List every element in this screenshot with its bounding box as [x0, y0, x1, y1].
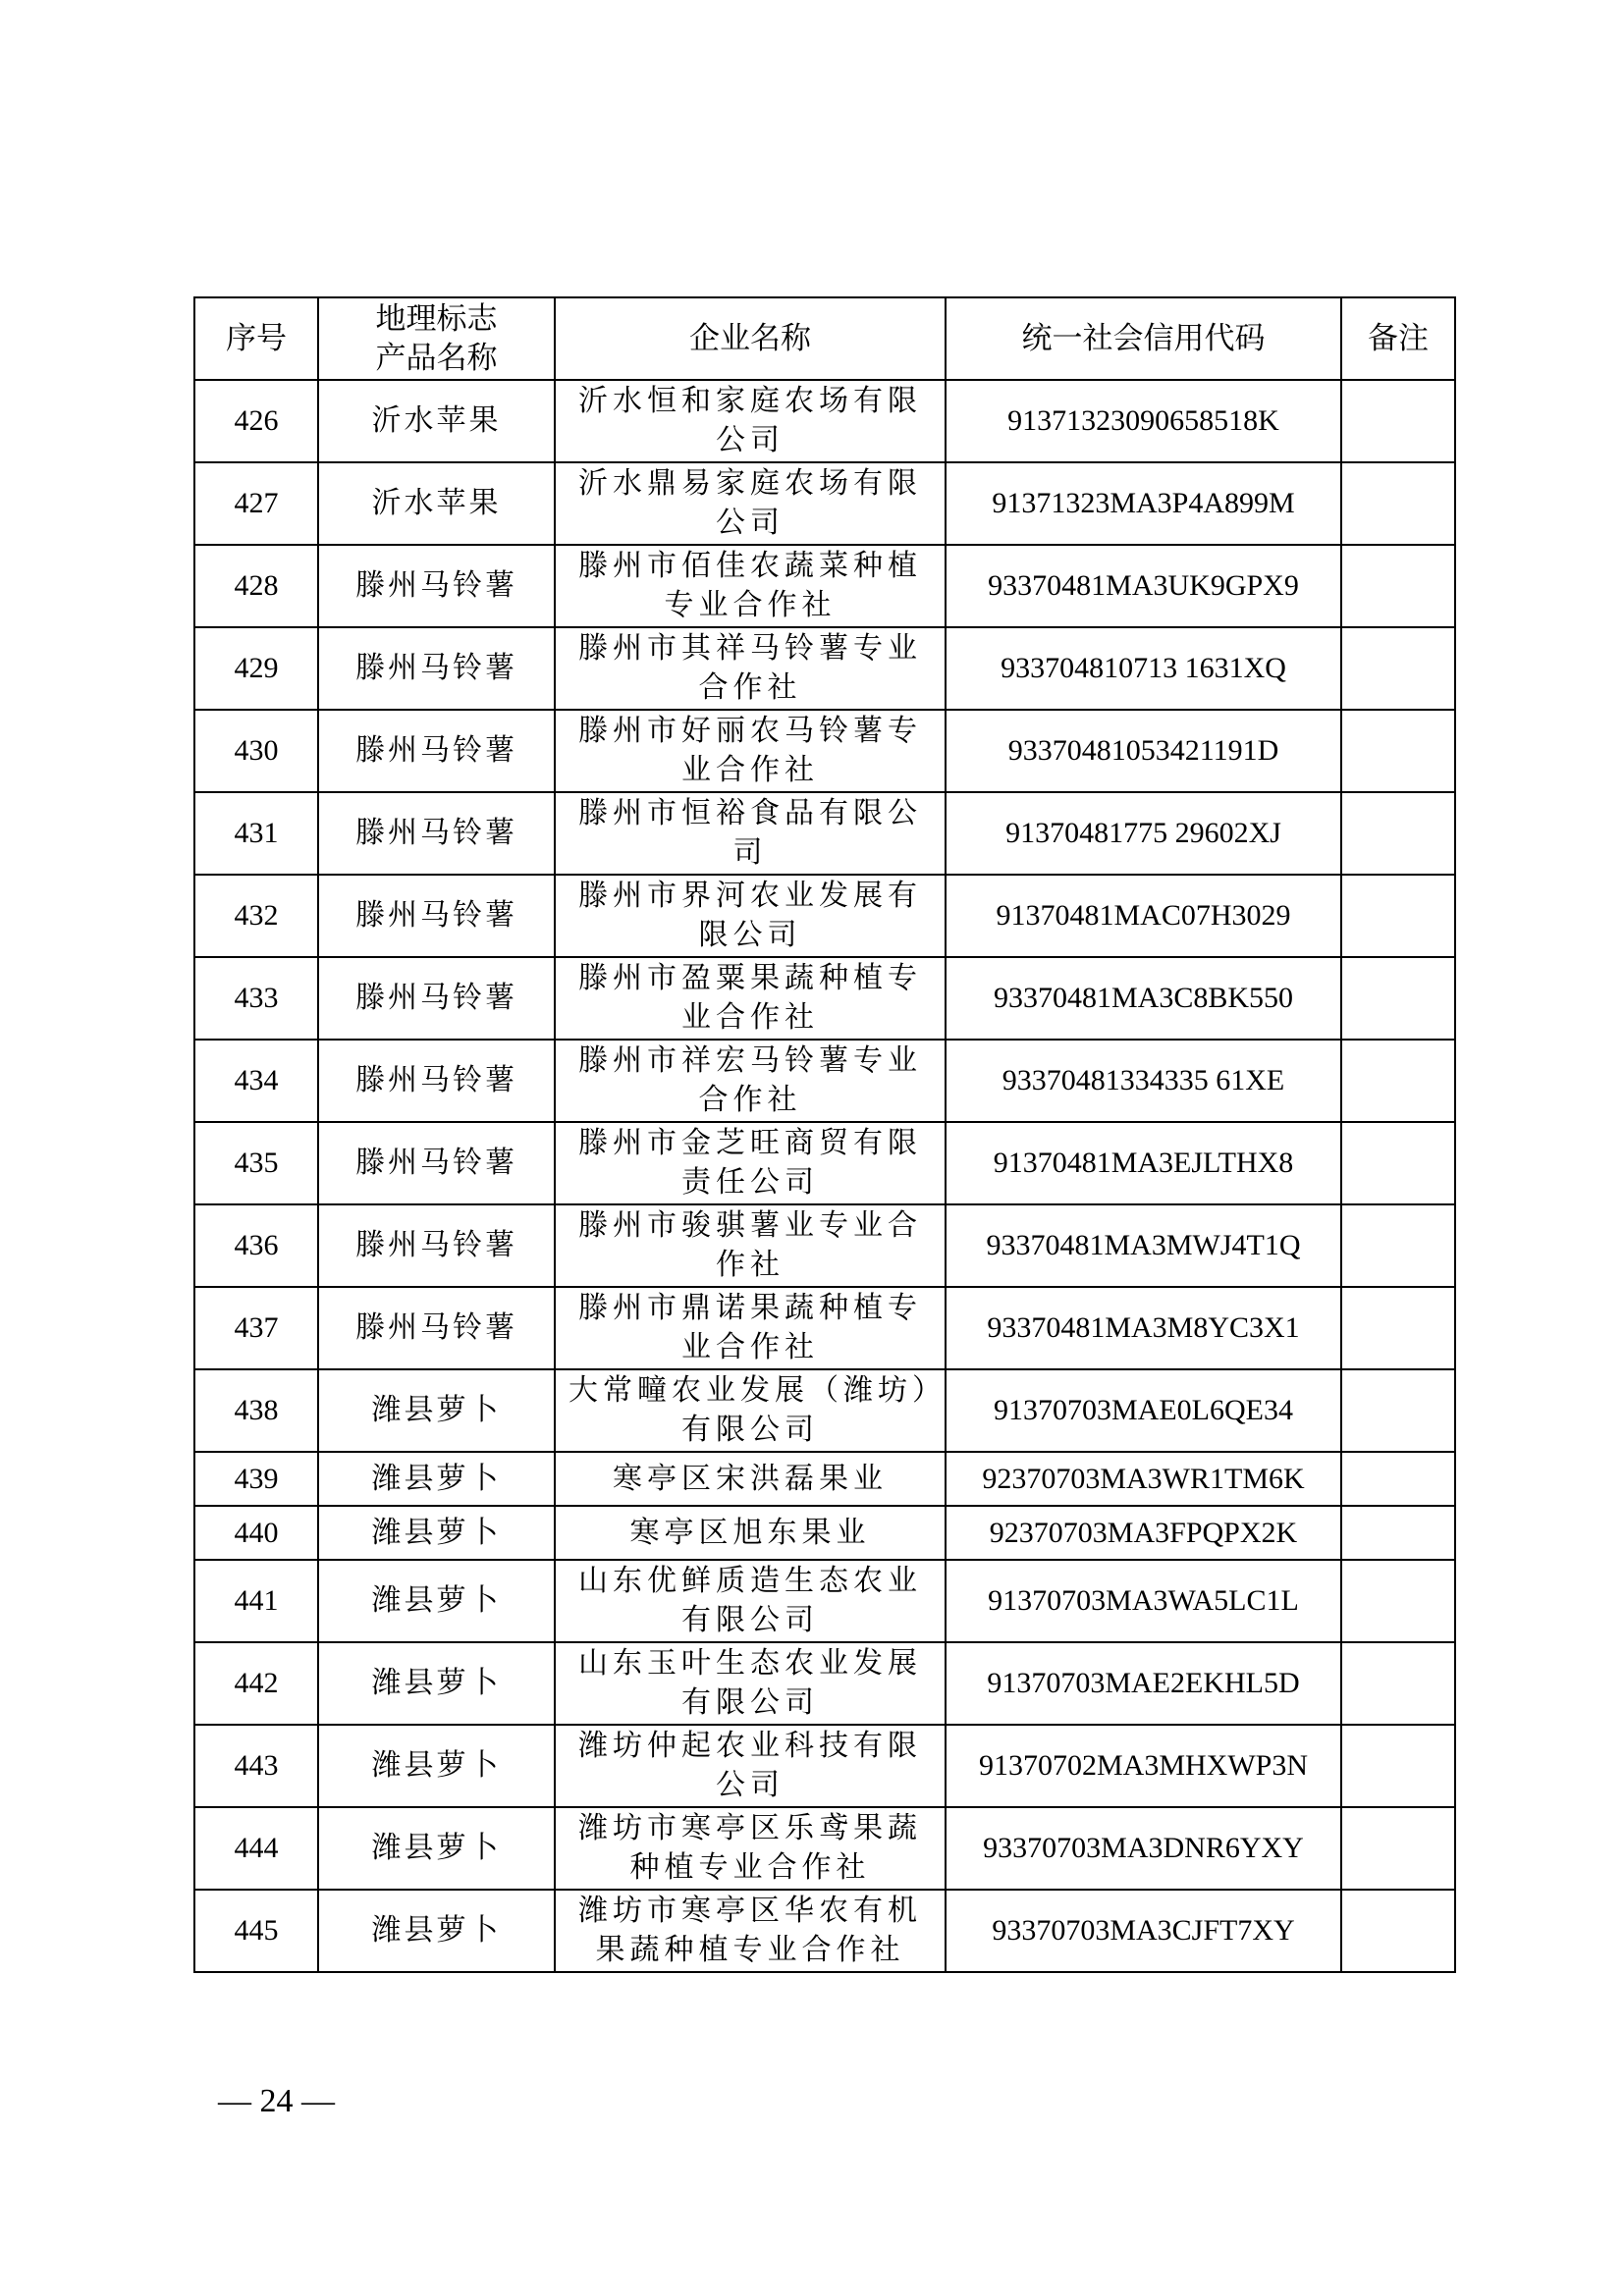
cell-seq: 436 [194, 1204, 318, 1287]
cell-seq: 428 [194, 545, 318, 627]
table-row [194, 627, 1455, 710]
cell-seq: 435 [194, 1122, 318, 1204]
cell-remark [1341, 1642, 1455, 1725]
cell-remark [1341, 875, 1455, 957]
table-row [194, 1452, 1455, 1506]
cell-product: 潍县萝卜 [318, 1452, 555, 1506]
cell-remark [1341, 545, 1455, 627]
cell-seq: 433 [194, 957, 318, 1040]
cell-credit-code: 91370481775 29602XJ [946, 792, 1341, 875]
cell-product: 滕州马铃薯 [318, 710, 555, 792]
cell-company: 滕州市恒裕食品有限公司 [555, 792, 946, 875]
cell-product: 潍县萝卜 [318, 1560, 555, 1642]
table-row [194, 1506, 1455, 1560]
table-row [194, 545, 1455, 627]
cell-seq: 431 [194, 792, 318, 875]
cell-company: 沂水鼎易家庭农场有限公司 [555, 462, 946, 545]
cell-company: 滕州市佰佳农蔬菜种植专业合作社 [555, 545, 946, 627]
table-row [194, 1204, 1455, 1287]
cell-credit-code: 91371323090658518K [946, 380, 1341, 462]
cell-product: 滕州马铃薯 [318, 545, 555, 627]
cell-product: 沂水苹果 [318, 380, 555, 462]
cell-credit-code: 93370481MA3C8BK550 [946, 957, 1341, 1040]
table-row [194, 1890, 1455, 1972]
cell-credit-code: 93370481053421191D [946, 710, 1341, 792]
cell-remark [1341, 710, 1455, 792]
cell-product: 滕州马铃薯 [318, 1040, 555, 1122]
cell-company: 山东优鲜质造生态农业有限公司 [555, 1560, 946, 1642]
cell-seq: 432 [194, 875, 318, 957]
table-row [194, 1369, 1455, 1452]
cell-credit-code: 92370703MA3WR1TM6K [946, 1452, 1341, 1506]
cell-credit-code: 91371323MA3P4A899M [946, 462, 1341, 545]
cell-product: 滕州马铃薯 [318, 1204, 555, 1287]
table-row [194, 957, 1455, 1040]
cell-seq: 444 [194, 1807, 318, 1890]
table-row [194, 380, 1455, 462]
table-row [194, 462, 1455, 545]
cell-product: 潍县萝卜 [318, 1642, 555, 1725]
cell-seq: 438 [194, 1369, 318, 1452]
cell-remark [1341, 380, 1455, 462]
cell-credit-code: 91370481MA3EJLTHX8 [946, 1122, 1341, 1204]
cell-seq: 430 [194, 710, 318, 792]
cell-remark [1341, 1204, 1455, 1287]
cell-remark [1341, 957, 1455, 1040]
header-remark: 备注 [1341, 297, 1455, 380]
cell-seq: 434 [194, 1040, 318, 1122]
table-row [194, 1287, 1455, 1369]
cell-product: 滕州马铃薯 [318, 1287, 555, 1369]
cell-company: 滕州市金芝旺商贸有限责任公司 [555, 1122, 946, 1204]
cell-product: 沂水苹果 [318, 462, 555, 545]
cell-remark [1341, 1369, 1455, 1452]
cell-product: 潍县萝卜 [318, 1369, 555, 1452]
cell-remark [1341, 1506, 1455, 1560]
cell-remark [1341, 1807, 1455, 1890]
cell-credit-code: 93370481334335 61XE [946, 1040, 1341, 1122]
cell-credit-code: 91370703MAE2EKHL5D [946, 1642, 1341, 1725]
cell-company: 滕州市盈粟果蔬种植专业合作社 [555, 957, 946, 1040]
cell-remark [1341, 1725, 1455, 1807]
cell-product: 滕州马铃薯 [318, 627, 555, 710]
cell-seq: 426 [194, 380, 318, 462]
table-row [194, 1642, 1455, 1725]
cell-company: 大常疃农业发展（潍坊）有限公司 [555, 1369, 946, 1452]
cell-product: 滕州马铃薯 [318, 875, 555, 957]
header-product-line2: 产品名称 [375, 341, 498, 376]
header-company: 企业名称 [555, 297, 946, 380]
cell-remark [1341, 627, 1455, 710]
cell-credit-code: 93370481MA3UK9GPX9 [946, 545, 1341, 627]
header-product [318, 297, 555, 380]
cell-credit-code: 91370703MA3WA5LC1L [946, 1560, 1341, 1642]
cell-seq: 441 [194, 1560, 318, 1642]
cell-company: 寒亭区宋洪磊果业 [555, 1452, 946, 1506]
cell-seq: 439 [194, 1452, 318, 1506]
cell-company: 滕州市祥宏马铃薯专业合作社 [555, 1040, 946, 1122]
cell-remark [1341, 1452, 1455, 1506]
table-row [194, 1560, 1455, 1642]
table-header-row [194, 297, 1455, 380]
cell-credit-code: 92370703MA3FPQPX2K [946, 1506, 1341, 1560]
cell-credit-code: 91370703MAE0L6QE34 [946, 1369, 1341, 1452]
cell-remark [1341, 462, 1455, 545]
cell-company: 滕州市骏骐薯业专业合作社 [555, 1204, 946, 1287]
cell-seq: 445 [194, 1890, 318, 1972]
cell-seq: 443 [194, 1725, 318, 1807]
cell-company: 潍坊仲起农业科技有限公司 [555, 1725, 946, 1807]
table-row [194, 875, 1455, 957]
cell-seq: 429 [194, 627, 318, 710]
cell-company: 滕州市界河农业发展有限公司 [555, 875, 946, 957]
table-row [194, 1122, 1455, 1204]
cell-seq: 442 [194, 1642, 318, 1725]
cell-remark [1341, 792, 1455, 875]
table-row [194, 1040, 1455, 1122]
cell-credit-code: 93370481MA3MWJ4T1Q [946, 1204, 1341, 1287]
cell-remark [1341, 1122, 1455, 1204]
header-seq: 序号 [194, 297, 318, 380]
cell-product: 潍县萝卜 [318, 1807, 555, 1890]
page-number: — 24 — [218, 2083, 335, 2119]
cell-company: 滕州市好丽农马铃薯专业合作社 [555, 710, 946, 792]
cell-company: 滕州市鼎诺果蔬种植专业合作社 [555, 1287, 946, 1369]
cell-seq: 437 [194, 1287, 318, 1369]
cell-seq: 440 [194, 1506, 318, 1560]
cell-company: 潍坊市寒亭区乐鸢果蔬种植专业合作社 [555, 1807, 946, 1890]
cell-company: 山东玉叶生态农业发展有限公司 [555, 1642, 946, 1725]
cell-credit-code: 93370481MA3M8YC3X1 [946, 1287, 1341, 1369]
cell-company: 寒亭区旭东果业 [555, 1506, 946, 1560]
cell-remark [1341, 1890, 1455, 1972]
table-row [194, 710, 1455, 792]
cell-product: 滕州马铃薯 [318, 957, 555, 1040]
header-product-line1: 地理标志 [375, 301, 498, 337]
cell-remark [1341, 1560, 1455, 1642]
cell-product: 滕州马铃薯 [318, 1122, 555, 1204]
cell-credit-code: 91370702MA3MHXWP3N [946, 1725, 1341, 1807]
enterprise-table [193, 296, 1456, 1973]
cell-remark [1341, 1040, 1455, 1122]
cell-product: 潍县萝卜 [318, 1890, 555, 1972]
cell-credit-code: 93370703MA3DNR6YXY [946, 1807, 1341, 1890]
cell-company: 滕州市其祥马铃薯专业合作社 [555, 627, 946, 710]
header-credit-code: 统一社会信用代码 [946, 297, 1341, 380]
cell-product: 潍县萝卜 [318, 1506, 555, 1560]
cell-product: 潍县萝卜 [318, 1725, 555, 1807]
cell-credit-code: 93370703MA3CJFT7XY [946, 1890, 1341, 1972]
cell-product: 滕州马铃薯 [318, 792, 555, 875]
cell-seq: 427 [194, 462, 318, 545]
cell-company: 潍坊市寒亭区华农有机果蔬种植专业合作社 [555, 1890, 946, 1972]
table-row [194, 1725, 1455, 1807]
table-row [194, 792, 1455, 875]
cell-company: 沂水恒和家庭农场有限公司 [555, 380, 946, 462]
cell-remark [1341, 1287, 1455, 1369]
cell-credit-code: 933704810713 1631XQ [946, 627, 1341, 710]
cell-credit-code: 91370481MAC07H3029 [946, 875, 1341, 957]
table-row [194, 1807, 1455, 1890]
